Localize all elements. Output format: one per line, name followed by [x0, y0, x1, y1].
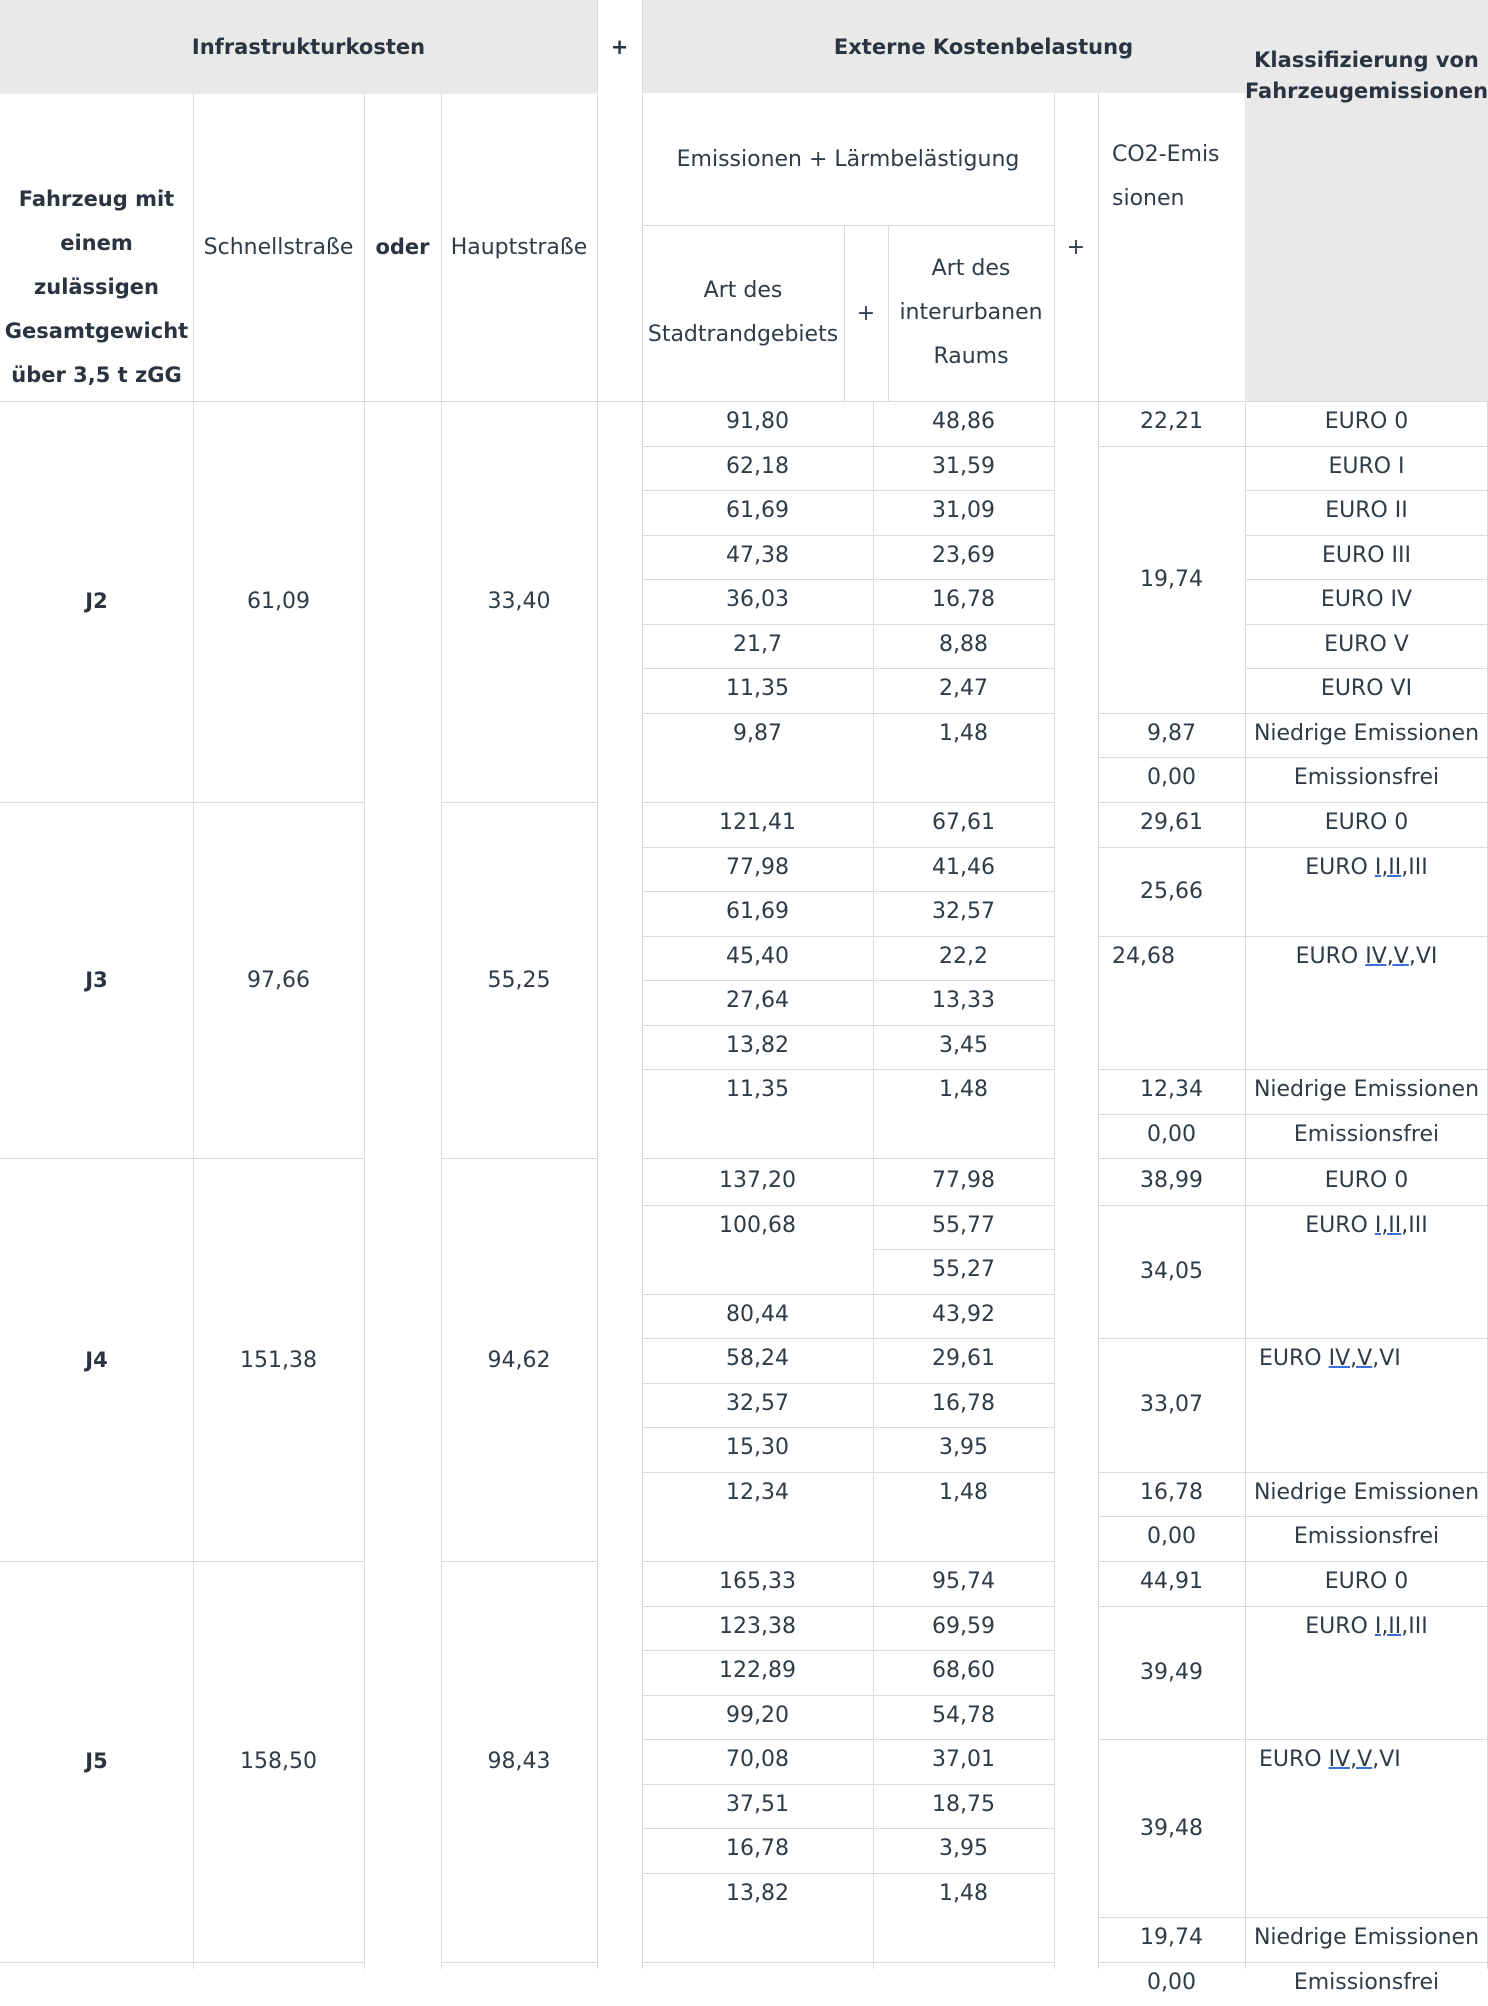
emission-class-sep: , — [1372, 1747, 1379, 1772]
divider — [642, 1472, 1054, 1473]
divider — [1245, 1516, 1488, 1517]
emission-class-label: Emissionsfrei — [1294, 765, 1439, 790]
divider — [844, 225, 845, 401]
emission-class-label: Niedrige Emissionen — [1254, 1480, 1479, 1505]
divider — [873, 1249, 1054, 1250]
interurban-cost-cell: 29,61 — [873, 1338, 1054, 1383]
suburban-cost-cell: 32,57 — [642, 1383, 873, 1428]
divider — [1245, 1205, 1488, 1206]
suburban-cost-cell: 27,64 — [642, 980, 873, 1025]
divider — [888, 225, 889, 401]
interurban-cost-cell: 37,01 — [873, 1739, 1054, 1784]
emission-class-cell — [1245, 1962, 1488, 2006]
header-plus — [597, 0, 642, 93]
divider — [1098, 847, 1245, 848]
emission-class-cell — [1245, 579, 1488, 624]
suburban-cost-cell: 100,68 — [642, 1205, 873, 1250]
emission-class-cell — [1245, 535, 1488, 580]
divider — [1245, 535, 1488, 536]
plus-sign: + — [857, 301, 875, 326]
emission-class-cell — [1245, 1561, 1488, 1606]
interurban-cost-cell: 16,78 — [873, 579, 1054, 624]
emission-class-sep: , — [1401, 855, 1408, 880]
header-oder-label: oder — [375, 235, 429, 259]
divider — [1098, 93, 1099, 1969]
divider — [1245, 1114, 1488, 1115]
divider — [1098, 1516, 1245, 1517]
suburban-cost-cell — [642, 757, 873, 802]
divider — [0, 401, 1488, 402]
divider — [642, 1962, 1054, 1963]
emission-class-cell — [1245, 757, 1488, 802]
interurban-cost-cell — [873, 1114, 1054, 1159]
emission-class-label: EURO 0 — [1325, 1168, 1409, 1193]
emission-class-cell — [1245, 936, 1488, 1070]
emission-class-link[interactable]: I,II — [1375, 855, 1401, 880]
emission-class-sep: , — [1372, 1346, 1379, 1371]
header-external — [642, 0, 1245, 93]
divider — [642, 1828, 1054, 1829]
plus-sign: + — [611, 35, 629, 59]
vehicle-class-cell: J4 — [0, 1160, 193, 1561]
emission-class-cell — [1245, 1114, 1488, 1159]
emission-class-cell — [1245, 1739, 1488, 1917]
interurban-cost-cell: 69,59 — [873, 1606, 1054, 1651]
emission-class-rest: III — [1408, 855, 1427, 880]
divider — [193, 93, 194, 1969]
interurban-cost-cell: 8,88 — [873, 624, 1054, 669]
suburban-cost-cell: 11,35 — [642, 668, 873, 713]
suburban-cost-cell: 21,7 — [642, 624, 873, 669]
interurban-cost-cell: 13,33 — [873, 980, 1054, 1025]
mainroad-cost-cell: 98,43 — [441, 1561, 597, 1962]
divider — [642, 1158, 1054, 1159]
divider — [642, 713, 1054, 714]
interurban-cost-cell: 55,27 — [873, 1249, 1054, 1294]
co2-cost-cell: 33,07 — [1098, 1338, 1245, 1472]
divider — [642, 624, 1054, 625]
suburban-cost-cell — [642, 1917, 873, 1962]
co2-cost-cell: 0,00 — [1098, 757, 1245, 802]
emission-class-label: Niedrige Emissionen — [1254, 721, 1479, 746]
suburban-cost-cell: 61,69 — [642, 891, 873, 936]
emission-class-cell — [1245, 1338, 1488, 1472]
divider — [1098, 1472, 1245, 1473]
suburban-cost-cell — [642, 1249, 873, 1294]
divider — [1054, 93, 1055, 1969]
co2-cost-cell: 12,34 — [1098, 1069, 1245, 1114]
divider — [642, 1695, 1054, 1696]
emission-class-prefix: EURO — [1305, 1213, 1375, 1238]
interurban-cost-cell: 31,09 — [873, 490, 1054, 535]
divider — [642, 980, 1054, 981]
co2-cost-cell: 25,66 — [1098, 847, 1245, 936]
divider — [1098, 1739, 1245, 1740]
header-expressway-label: Schnellstraße — [204, 235, 354, 260]
divider — [642, 668, 1054, 669]
mainroad-cost-cell: 33,40 — [441, 401, 597, 802]
divider — [1098, 757, 1245, 758]
header-co2-label: CO2-Emissionen — [1112, 133, 1222, 221]
emission-class-cell — [1245, 1160, 1488, 1205]
suburban-cost-cell: 70,08 — [642, 1739, 873, 1784]
co2-cost-cell: 9,87 — [1098, 713, 1245, 758]
divider — [642, 1606, 1054, 1607]
divider — [642, 1739, 1054, 1740]
header-infrastructure-label: Infrastrukturkosten — [192, 35, 425, 59]
interurban-cost-cell — [873, 1917, 1054, 1962]
emission-class-rest: VI — [1416, 944, 1438, 969]
divider — [1245, 1606, 1488, 1607]
divider — [642, 0, 643, 1969]
emission-class-prefix: EURO — [1305, 855, 1375, 880]
emission-class-label: Niedrige Emissionen — [1254, 1077, 1479, 1102]
divider — [1245, 490, 1488, 491]
emission-class-cell — [1245, 446, 1488, 491]
emission-class-cell — [1245, 1069, 1488, 1114]
header-plus-3 — [844, 225, 888, 401]
interurban-cost-cell — [873, 1516, 1054, 1561]
suburban-cost-cell: 12,34 — [642, 1472, 873, 1517]
emission-class-label: EURO IV — [1321, 587, 1412, 612]
emission-class-sep: , — [1409, 944, 1416, 969]
header-classification-label: Klassifizierung von Fahrzeugemissionen — [1245, 45, 1488, 107]
divider — [642, 1069, 1054, 1070]
divider — [642, 1650, 1054, 1651]
divider — [1098, 1205, 1245, 1206]
divider — [1245, 1472, 1488, 1473]
emission-class-rest: VI — [1379, 1346, 1401, 1371]
emission-class-rest: III — [1408, 1213, 1427, 1238]
divider — [0, 1158, 364, 1159]
co2-cost-cell: 0,00 — [1098, 1516, 1245, 1561]
divider — [642, 535, 1054, 536]
expressway-cost-cell: 151,38 — [193, 1160, 364, 1561]
emission-class-label: EURO III — [1322, 543, 1411, 568]
divider — [642, 579, 1054, 580]
header-co2 — [1098, 93, 1245, 401]
emission-class-cell — [1245, 802, 1488, 847]
header-mainroad-label: Hauptstraße — [451, 235, 588, 260]
suburban-cost-cell: 122,89 — [642, 1650, 873, 1695]
header-interurban — [888, 225, 1054, 401]
emission-class-cell — [1245, 847, 1488, 936]
suburban-cost-cell: 77,98 — [642, 847, 873, 892]
interurban-cost-cell: 3,45 — [873, 1025, 1054, 1070]
emission-class-sep: , — [1401, 1614, 1408, 1639]
divider — [1245, 579, 1488, 580]
co2-cost-cell: 19,74 — [1098, 446, 1245, 713]
divider — [642, 891, 1054, 892]
vehicle-class-cell: J3 — [0, 802, 193, 1158]
suburban-cost-cell: 91,80 — [642, 401, 873, 446]
expressway-cost-cell: 158,50 — [193, 1561, 364, 1962]
suburban-cost-cell: 13,82 — [642, 1025, 873, 1070]
header-expressway — [193, 93, 364, 401]
header-suburban-label: Art des Stadtrandgebiets — [648, 269, 838, 357]
header-mainroad — [441, 93, 597, 401]
emission-class-prefix: EURO — [1296, 944, 1366, 969]
interurban-cost-cell: 3,95 — [873, 1427, 1054, 1472]
emission-class-cell — [1245, 1606, 1488, 1740]
divider — [1245, 1962, 1488, 1963]
interurban-cost-cell: 1,48 — [873, 1069, 1054, 1114]
emission-class-cell — [1245, 624, 1488, 669]
divider — [642, 490, 1054, 491]
mainroad-cost-cell: 94,62 — [441, 1160, 597, 1561]
emission-class-cell — [1245, 490, 1488, 535]
divider — [1245, 1158, 1488, 1159]
header-emissions-noise — [642, 93, 1054, 225]
emission-class-label: EURO V — [1324, 632, 1409, 657]
interurban-cost-cell: 1,48 — [873, 1472, 1054, 1517]
suburban-cost-cell: 9,87 — [642, 713, 873, 758]
divider — [642, 1784, 1054, 1785]
emission-class-cell — [1245, 1917, 1488, 1962]
suburban-cost-cell: 99,20 — [642, 1695, 873, 1740]
divider — [642, 1025, 1054, 1026]
interurban-cost-cell: 22,2 — [873, 936, 1054, 981]
interurban-cost-cell: 43,92 — [873, 1294, 1054, 1339]
suburban-cost-cell: 58,24 — [642, 1338, 873, 1383]
divider — [642, 1383, 1054, 1384]
co2-cost-cell: 29,61 — [1098, 802, 1245, 847]
emission-class-label: Emissionsfrei — [1294, 1524, 1439, 1549]
emission-class-prefix: EURO — [1259, 1346, 1329, 1371]
emission-class-label: EURO VI — [1321, 676, 1412, 701]
divider — [1098, 936, 1245, 937]
co2-cost-cell: 38,99 — [1098, 1160, 1245, 1205]
emission-class-label: EURO 0 — [1325, 810, 1409, 835]
suburban-cost-cell: 47,38 — [642, 535, 873, 580]
interurban-cost-cell: 77,98 — [873, 1160, 1054, 1205]
divider — [873, 401, 874, 1969]
divider — [1245, 936, 1488, 937]
divider — [1245, 757, 1488, 758]
divider — [642, 1294, 1054, 1295]
divider — [642, 1205, 1054, 1206]
interurban-cost-cell: 1,48 — [873, 1873, 1054, 1918]
suburban-cost-cell: 165,33 — [642, 1561, 873, 1606]
divider — [1098, 1917, 1245, 1918]
divider — [642, 936, 1054, 937]
suburban-cost-cell: 62,18 — [642, 446, 873, 491]
divider — [1245, 668, 1488, 669]
co2-cost-cell: 34,05 — [1098, 1205, 1245, 1339]
suburban-cost-cell — [642, 1516, 873, 1561]
suburban-cost-cell: 11,35 — [642, 1069, 873, 1114]
emission-class-cell — [1245, 1205, 1488, 1339]
suburban-cost-cell: 61,69 — [642, 490, 873, 535]
divider — [642, 847, 1054, 848]
header-emissions-noise-label: Emissionen + Lärmbelästigung — [677, 147, 1020, 172]
interurban-cost-cell: 55,77 — [873, 1205, 1054, 1250]
emission-class-cell — [1245, 1516, 1488, 1561]
divider — [1245, 713, 1488, 714]
co2-cost-cell: 39,48 — [1098, 1739, 1245, 1917]
header-plus-2 — [1054, 93, 1098, 401]
header-interurban-label: Art des interurbanen Raums — [899, 247, 1042, 379]
divider — [1098, 1114, 1245, 1115]
divider — [1098, 713, 1245, 714]
expressway-cost-cell: 61,09 — [193, 401, 364, 802]
emission-class-link[interactable]: I,II — [1375, 1213, 1401, 1238]
co2-cost-cell: 44,91 — [1098, 1561, 1245, 1606]
interurban-cost-cell: 41,46 — [873, 847, 1054, 892]
divider — [1098, 1338, 1245, 1339]
divider — [1245, 1739, 1488, 1740]
interurban-cost-cell: 3,95 — [873, 1828, 1054, 1873]
divider — [597, 0, 598, 1969]
divider — [642, 1427, 1054, 1428]
header-external-label: Externe Kostenbelastung — [834, 35, 1133, 59]
suburban-cost-cell: 123,38 — [642, 1606, 873, 1651]
interurban-cost-cell: 23,69 — [873, 535, 1054, 580]
suburban-cost-cell: 13,82 — [642, 1873, 873, 1918]
emission-class-cell — [1245, 668, 1488, 713]
divider — [0, 1962, 364, 1963]
emission-class-label: Emissionsfrei — [1294, 1122, 1439, 1147]
interurban-cost-cell: 54,78 — [873, 1695, 1054, 1740]
divider — [642, 1873, 1054, 1874]
emission-class-cell — [1245, 401, 1488, 446]
interurban-cost-cell: 95,74 — [873, 1561, 1054, 1606]
interurban-cost-cell: 32,57 — [873, 891, 1054, 936]
expressway-cost-cell: 97,66 — [193, 802, 364, 1158]
divider — [1098, 1962, 1245, 1963]
divider — [441, 93, 442, 1969]
divider — [364, 93, 365, 1969]
co2-cost-cell: 24,68 — [1098, 936, 1245, 1070]
divider — [441, 1158, 597, 1159]
co2-cost-cell: 19,74 — [1098, 1917, 1245, 1962]
plus-sign: + — [1067, 235, 1085, 260]
mainroad-cost-cell: 55,25 — [441, 802, 597, 1158]
header-oder — [364, 93, 441, 401]
header-infrastructure — [0, 0, 597, 93]
divider — [642, 1338, 1054, 1339]
emission-class-rest: VI — [1379, 1747, 1401, 1772]
interurban-cost-cell: 67,61 — [873, 802, 1054, 847]
header-suburban — [642, 225, 844, 401]
emission-class-label: EURO I — [1328, 454, 1404, 479]
suburban-cost-cell: 37,51 — [642, 1784, 873, 1829]
interurban-cost-cell: 2,47 — [873, 668, 1054, 713]
header-vehicle-label: Fahrzeug mit einem zulässigen Gesamtgewicht über 3,5 t zGG — [4, 177, 189, 397]
vehicle-class-cell: J2 — [0, 401, 193, 802]
divider — [1245, 1069, 1488, 1070]
emission-class-sep: , — [1401, 1213, 1408, 1238]
emission-class-label: EURO 0 — [1325, 409, 1409, 434]
emission-class-label: EURO II — [1325, 498, 1408, 523]
divider — [1098, 1158, 1245, 1159]
divider — [1245, 401, 1246, 1969]
suburban-cost-cell: 137,20 — [642, 1160, 873, 1205]
interurban-cost-cell: 18,75 — [873, 1784, 1054, 1829]
divider — [642, 446, 1054, 447]
header-classification — [1245, 0, 1488, 401]
header-vehicle — [0, 93, 193, 401]
emission-class-link[interactable]: IV,V — [1365, 944, 1409, 969]
emission-class-link[interactable]: I,II — [1375, 1614, 1401, 1639]
emission-class-prefix: EURO — [1259, 1747, 1329, 1772]
emission-class-rest: III — [1408, 1614, 1427, 1639]
suburban-cost-cell: 15,30 — [642, 1427, 873, 1472]
interurban-cost-cell: 31,59 — [873, 446, 1054, 491]
suburban-cost-cell — [642, 1114, 873, 1159]
interurban-cost-cell: 16,78 — [873, 1383, 1054, 1428]
suburban-cost-cell: 16,78 — [642, 1828, 873, 1873]
vehicle-class-cell: J5 — [0, 1561, 193, 1962]
divider — [1098, 446, 1245, 447]
emission-class-label: EURO 0 — [1325, 1569, 1409, 1594]
divider — [1245, 624, 1488, 625]
co2-cost-cell: 0,00 — [1098, 1114, 1245, 1159]
suburban-cost-cell: 121,41 — [642, 802, 873, 847]
co2-cost-cell: 39,49 — [1098, 1606, 1245, 1740]
divider — [1245, 1338, 1488, 1339]
divider — [441, 1962, 597, 1963]
divider — [0, 93, 597, 94]
interurban-cost-cell: 48,86 — [873, 401, 1054, 446]
emission-class-label: Niedrige Emissionen — [1254, 1925, 1479, 1950]
divider — [1245, 847, 1488, 848]
divider — [642, 225, 1054, 226]
emission-class-label: Emissionsfrei — [1294, 1970, 1439, 1995]
suburban-cost-cell: 36,03 — [642, 579, 873, 624]
divider — [1245, 1917, 1488, 1918]
co2-cost-cell: 0,00 — [1098, 1962, 1245, 2006]
emission-class-link[interactable]: IV,V — [1329, 1747, 1373, 1772]
co2-cost-cell: 16,78 — [1098, 1472, 1245, 1517]
emission-class-prefix: EURO — [1305, 1614, 1375, 1639]
suburban-cost-cell: 80,44 — [642, 1294, 873, 1339]
emission-class-link[interactable]: IV,V — [1329, 1346, 1373, 1371]
divider — [1098, 1606, 1245, 1607]
emission-class-cell — [1245, 713, 1488, 758]
divider — [1098, 1069, 1245, 1070]
co2-cost-cell: 22,21 — [1098, 401, 1245, 446]
emission-class-cell — [1245, 1472, 1488, 1517]
interurban-cost-cell: 1,48 — [873, 713, 1054, 758]
divider — [1245, 446, 1488, 447]
interurban-cost-cell: 68,60 — [873, 1650, 1054, 1695]
interurban-cost-cell — [873, 757, 1054, 802]
suburban-cost-cell: 45,40 — [642, 936, 873, 981]
